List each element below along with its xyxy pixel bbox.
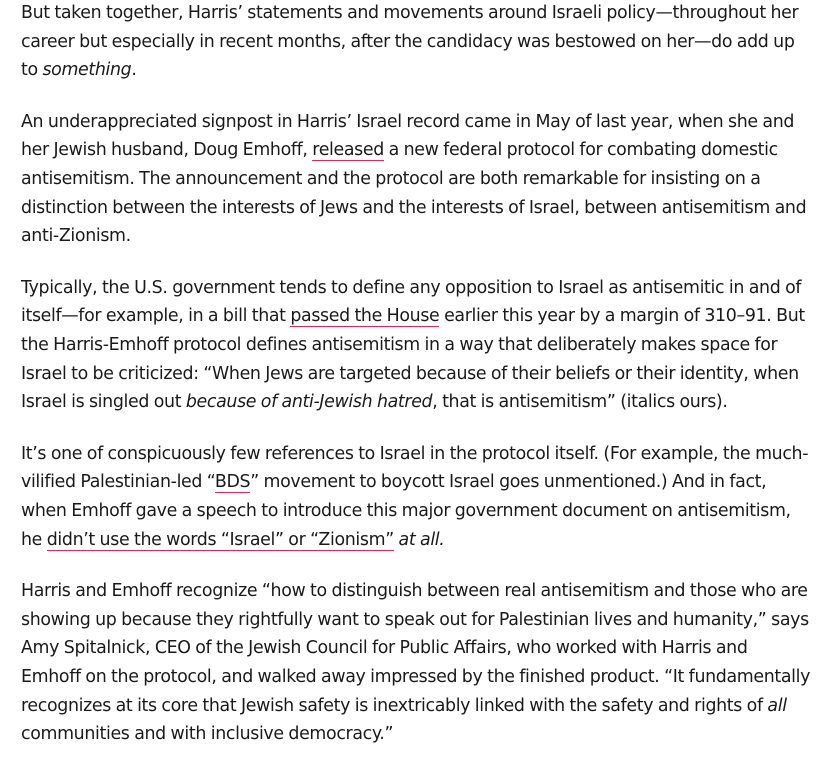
paragraph-text: Harris and Emhoff recognize “how to distinguish between real antisemitism and those who are showing up because they rightfully want to speak out for Palestinian lives and humanity,” says Amy Spitalnick, CEO of the Jewish Council for Public Affairs, who worked with Harris and Emhoff on the protocol, and walked away impressed by the finished product. “It fundamentally recognizes at its core that Jewish safety is inextricably linked with the safety and rights of (21, 580, 811, 716)
paragraph-2 (21, 108, 811, 252)
link-passed-the-house[interactable]: passed the House (290, 306, 440, 327)
paragraph-5 (21, 577, 811, 749)
paragraph-4 (21, 440, 811, 555)
paragraph-text: An underappreciated signpost in Harris’ Israel record came in May of last year, when she and her Jewish husband, Doug Emhoff, (21, 111, 795, 161)
article-body (21, 0, 811, 772)
link-speech-words[interactable]: didn’t use the words “Israel” or “Zionism” (46, 529, 394, 550)
link-released[interactable]: released (312, 140, 384, 161)
paragraph-text: . (131, 60, 137, 81)
paragraph-text: , that is antisemitism” (italics ours). (432, 392, 728, 413)
paragraph-text: a new federal protocol for combating domestic antisemitism. The announcement and the protocol are both remarkable for insisting on a distinction between the interests of Jews and the interests of Israel, between antisemitism and anti-Zionism. (21, 140, 807, 247)
paragraph-text: But taken together, Harris’ statements and movements around Israeli policy—throughout her career but especially in recent months, after the candidacy was bestowed on her—do add up to (21, 3, 799, 81)
paragraph-text: earlier this year by a margin of 310–91. But the Harris-Emhoff protocol defines antisemitism in a way that deliberately makes space for Israel to be criticized: “When Jews are targeted because of their beliefs or their identity, when Israel is singled out (21, 306, 805, 413)
paragraph-text: Typically, the U.S. government tends to define any opposition to Israel as antisemitic in and of itself—for example, in a bill that (21, 277, 802, 327)
link-bds[interactable]: BDS (214, 472, 251, 493)
paragraph-3 (21, 274, 811, 418)
paragraph-1 (21, 0, 811, 85)
paragraph-text: communities and with inclusive democracy.” (21, 724, 394, 745)
emphasis-text: something (42, 60, 132, 81)
emphasis-text: because of anti-Jewish hatred (185, 392, 433, 413)
paragraph-text: ” movement to boycott Israel goes unmentioned.) And in fact, when Emhoff gave a speech to introduce this major government document on antisemitism, he (21, 472, 791, 550)
emphasis-text: all (767, 695, 787, 716)
emphasis-text: at all. (393, 529, 445, 550)
paragraph-text: It’s one of conspicuously few references to Israel in the protocol itself. (For example, the much-vilified Palestinian-led “ (21, 443, 809, 493)
